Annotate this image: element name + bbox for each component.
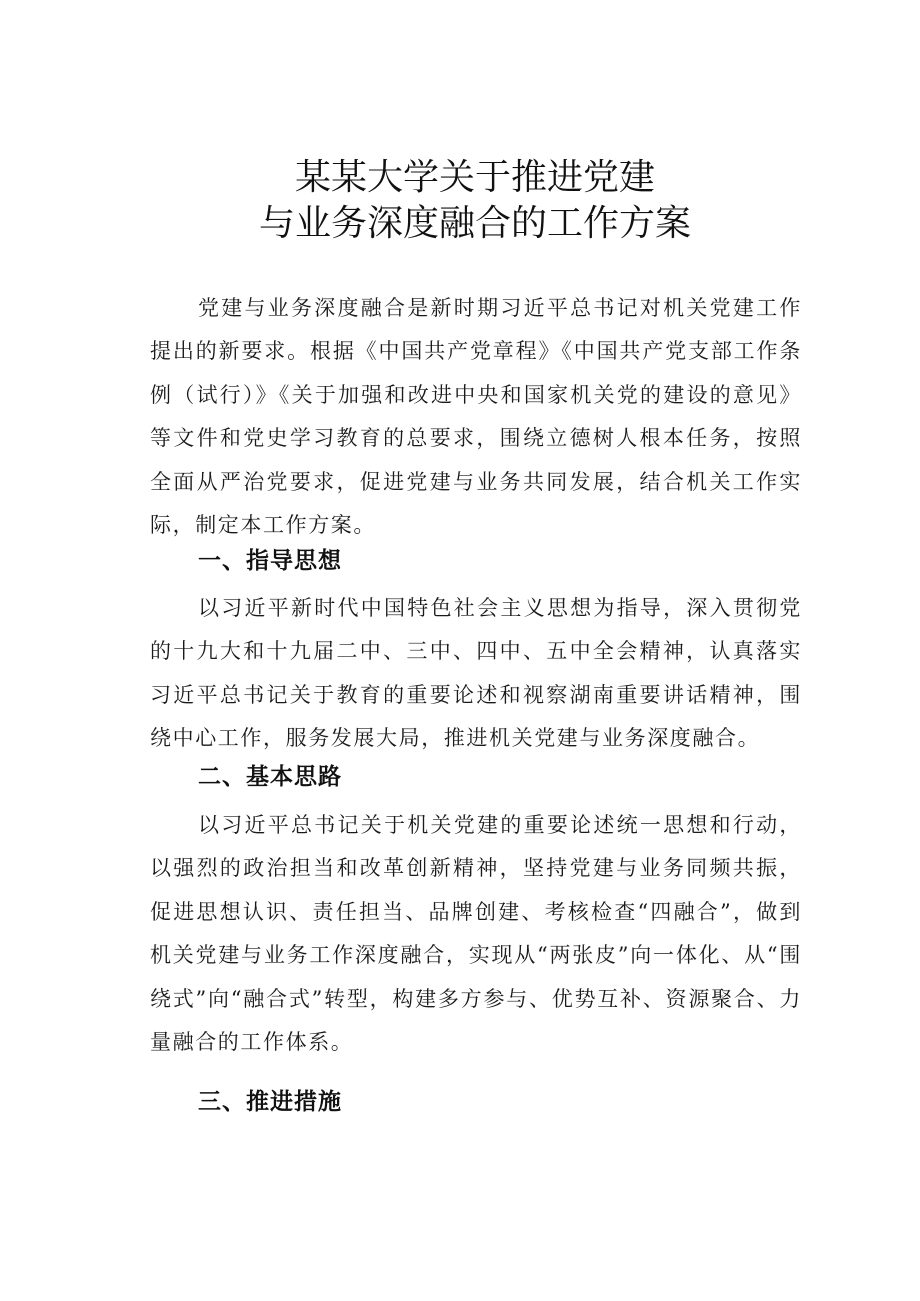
section-paragraph-guiding-ideology: 以习近平新时代中国特色社会主义思想为指导，深入贯彻党的十九大和十九届二中、三中、四中、五中全会精神，认真落实习近平总书记关于教育的重要论述和视察湖南重要讲话精神，围绕中心工作，服务发展大局，推进机关党建与业务深度融合。 xyxy=(150,596,802,751)
section-heading-measures: 三、推进措施 xyxy=(198,1089,342,1115)
intro-paragraph: 党建与业务深度融合是新时期习近平总书记对机关党建工作提出的新要求。根据《中国共产党章程》《中国共产党支部工作条例（试行）》《关于加强和改进中央和国家机关党的建设的意见》等文件和党史学习教育的总要求，围绕立德树人根本任务，按照全面从严治党要求，促进党建与业务共同发展，结合机关工作实际，制定本工作方案。 xyxy=(150,296,802,538)
document-title-line-1: 某某大学关于推进党建 xyxy=(294,157,655,198)
section-heading-basic-approach: 二、基本思路 xyxy=(198,764,342,790)
document-title-line-2: 与业务深度融合的工作方案 xyxy=(258,203,691,244)
section-paragraph-basic-approach: 以习近平总书记关于机关党建的重要论述统一思想和行动，以强烈的政治担当和改革创新精神，坚持党建与业务同频共振，促进思想认识、责任担当、品牌创建、考核检查“四融合”，做到机关党建与业务工作深度融合，实现从“两张皮”向一体化、从“围绕式”向“融合式”转型，构建多方参与、优势互补、资源聚合、力量融合的工作体系。 xyxy=(150,813,802,1055)
section-heading-guiding-ideology: 一、指导思想 xyxy=(198,548,342,574)
